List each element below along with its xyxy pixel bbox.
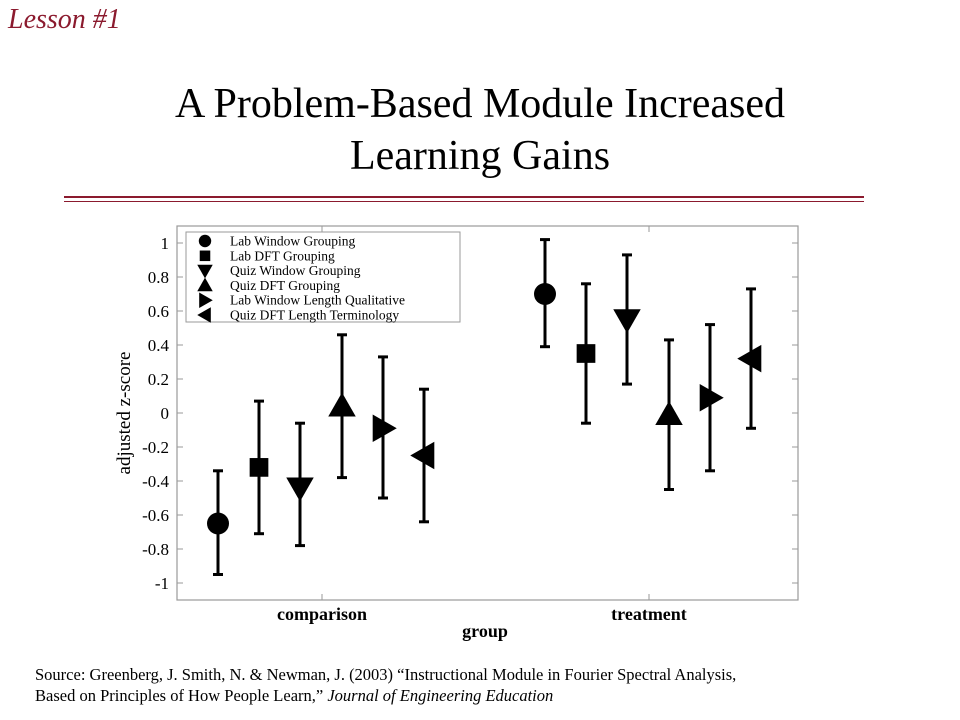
y-tick-label: -0.8 xyxy=(142,540,169,559)
source-line-1: Source: Greenberg, J. Smith, N. & Newman, J. (2003) “Instructional Module in Fourier Spectral Analysis, xyxy=(35,665,737,684)
data-point xyxy=(250,458,269,477)
source-journal: Journal of Engineering Education xyxy=(327,686,554,705)
legend-marker xyxy=(199,235,211,247)
data-point xyxy=(737,345,761,373)
legend-label: Lab DFT Grouping xyxy=(230,248,335,264)
y-tick-label: 0.4 xyxy=(147,336,169,355)
legend-label: Quiz DFT Grouping xyxy=(230,277,340,293)
source-citation xyxy=(35,664,736,706)
x-tick-label: treatment xyxy=(611,604,687,624)
y-tick-label: 0.2 xyxy=(147,370,169,389)
data-point xyxy=(613,309,641,333)
y-tick-label: 0 xyxy=(160,404,169,423)
data-point xyxy=(577,344,596,363)
y-tick-label: -0.2 xyxy=(142,438,169,457)
legend-label: Lab Window Length Qualitative xyxy=(230,292,406,308)
data-point xyxy=(534,283,556,305)
legend-label: Quiz Window Grouping xyxy=(230,263,361,279)
data-point xyxy=(373,415,397,443)
source-line-2-prefix: Based on Principles of How People Learn,” xyxy=(35,686,328,705)
data-point xyxy=(207,513,229,535)
legend-label: Lab Window Grouping xyxy=(230,233,356,249)
y-tick-label: 0.6 xyxy=(147,302,169,321)
y-tick-label: -0.4 xyxy=(142,472,169,491)
y-tick-label: 0.8 xyxy=(147,268,169,287)
legend-marker xyxy=(200,251,211,262)
source-line-2 xyxy=(35,685,736,706)
data-point xyxy=(410,442,434,470)
x-tick-label: comparison xyxy=(277,604,367,624)
lesson-label: Lesson #1 xyxy=(8,4,121,35)
data-point xyxy=(328,392,356,416)
y-tick-label: 1 xyxy=(160,234,169,253)
x-axis-label: group xyxy=(462,621,508,641)
y-axis-label: adjusted z-score xyxy=(114,351,135,475)
slide-title-line-1: A Problem-Based Module Increased xyxy=(174,81,785,127)
y-tick-label: -1 xyxy=(154,574,169,593)
data-point xyxy=(655,401,683,425)
slide-title-line-2: Learning Gains xyxy=(349,133,611,179)
y-tick-label: -0.6 xyxy=(142,506,169,525)
data-point xyxy=(700,384,724,412)
data-point xyxy=(286,477,314,501)
legend-label: Quiz DFT Length Terminology xyxy=(230,307,400,323)
